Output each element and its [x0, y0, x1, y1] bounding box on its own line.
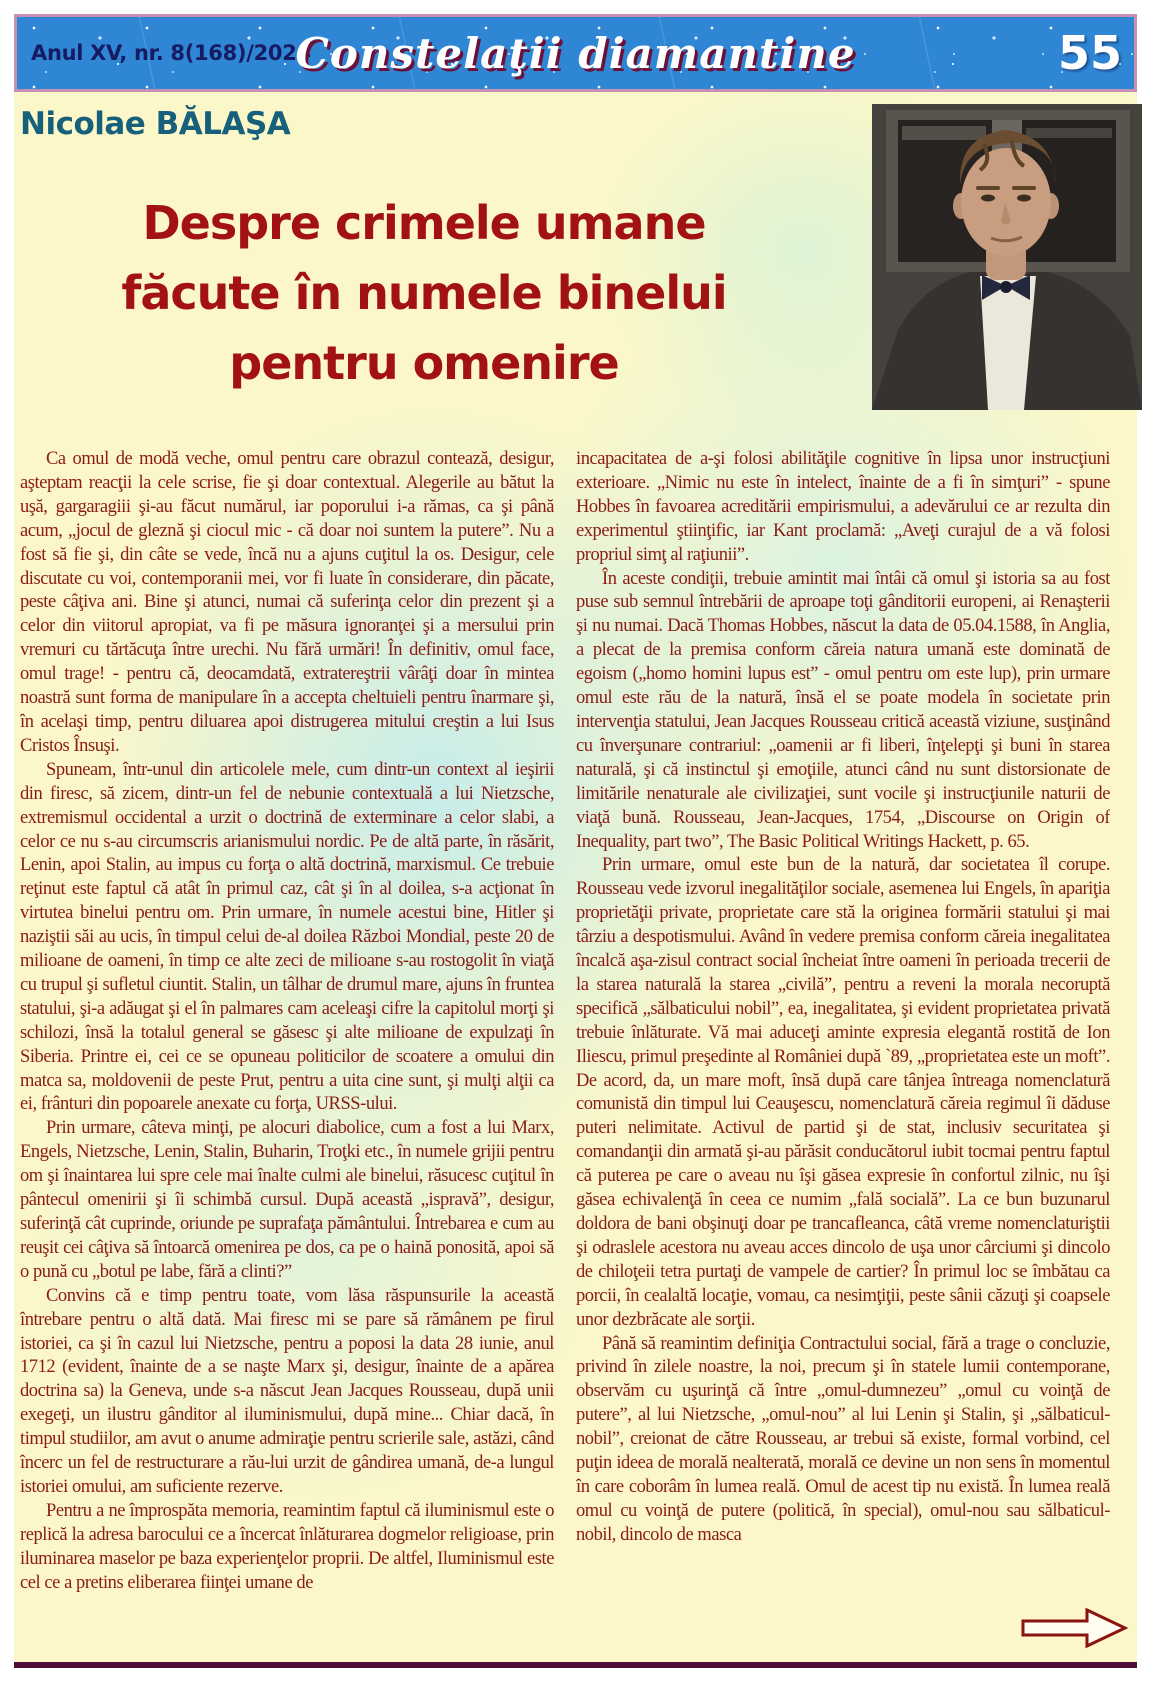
- column-left: [20, 448, 554, 1643]
- header-banner: [14, 14, 1137, 92]
- author-name: Nicolae BĂLAŞA: [20, 106, 291, 142]
- paragraph: Spuneam, într-unul din articolele mele, cum dintr-un context al ieşirii din firesc, să zicem, dintr-un fel de nebunie contextuală a lui Nietzsche, extremismul occidental a urzit o doctrină de exterminare a celor slabi, a celor ce nu s-au circumscris arianismului nordic. Pe de altă parte, în răsărit, Lenin, apoi Stalin, au impus cu forţa o altă doctrină, marxismul. Ce trebuie reţinut este faptul că atât în primul caz, cât şi în al doilea, s-a acţionat în virtutea binelui pentru om. Prin urmare, în numele acestui bine, Hitler şi naziştii săi au ucis, în timpul celui de-al doilea Război Mondial, peste 20 de milioane de oameni, în timp ce alte zeci de milioane s-au rostogolit în viaţă cu trupul şi sufletul ciuntit. Stalin, un tâlhar de drumul mare, ajuns în fruntea statului, şi-a adăugat şi el în palmares cam aceleaşi cifre la capitolul morţi şi schilozi, însă la totalul general se găsesc şi alte milioane de expulzaţi în Siberia. Printre ei, cei ce se opuneau politicilor de scoatere a omului din matca sa, moldovenii de peste Prut, pentru a uita cine sunt, şi mulţi alţii ca ei, frânturi din popoarele anexate cu forţa, URSS-ului.: [20, 759, 554, 1115]
- issue-label: Anul XV, nr. 8(168)/2024: [31, 41, 311, 65]
- article-title: [34, 188, 814, 398]
- paragraph: Pentru a ne împrospăta memoria, reamintim faptul că iluminismul este o replică la adresa barocului ce a încercat înlăturarea dogmelor religioase, prin iluminarea maselor pe baza experienţelor proprii. De altfel, Iluminismul este cel ce a pretins eliberarea fiinţei umane de: [20, 1500, 554, 1593]
- paragraph: Până să reamintim definiţia Contractului social, fără a trage o concluzie, privind în zilele noastre, la noi, precum şi în statele lumii contemporane, observăm cu uşurinţă că între „omul-dumnezeu” „omul cu voinţă de putere”, al lui Nietzsche, „omul-nou” al lui Lenin şi Stalin, şi „sălbaticul-nobil”, creionat de către Rousseau, ar trebui să existe, formal vorbind, cel puţin ideea de morală nealterată, morală ce devine un non sens în momentul în care coborâm în lumea reală. Omul de acest tip nu există. În lumea reală omul cu voinţă de putere (politică, în special), omul-nou sau sălbaticul-nobil, dincolo de masca: [576, 1333, 1110, 1545]
- article-title-line: făcute în numele binelui: [121, 266, 727, 320]
- author-photo: [872, 104, 1142, 410]
- page-number: 55: [1057, 26, 1122, 80]
- paragraph: Prin urmare, câteva minţi, pe alocuri diabolice, cum a fost a lui Marx, Engels, Nietzsche, Lenin, Stalin, Buharin, Troţki etc., în numele grijii pentru om şi înaintarea lui spre cele mai înalte culmi ale binelui, răsucesc cuţitul în pântecul omenirii şi îi schimbă cursul. După această „ispravă”, desigur, suferinţă cât cuprinde, oriunde pe suprafaţa pământului. Întrebarea e cum au reuşit cei câţiva să întoarcă omenirea pe dos, ca pe o haină ponosită, apoi să o pună cu „botul pe labe, fără a clinti?”: [20, 1118, 554, 1282]
- article-content: [14, 92, 1137, 1668]
- article-title-line: Despre crimele umane: [142, 196, 706, 250]
- article-title-line: pentru omenire: [229, 336, 619, 390]
- paragraph: incapacitatea de a-şi folosi abilităţile cognitive în lipsa unor instrucţiuni exterioare. „Nimic nu este în intelect, înainte de a fi în simţuri” - spune Hobbes în favoarea acreditării empirismului, a adevărului ce ar rezulta din experimentul ştiinţific, iar Kant proclamă: „Aveţi curajul de a vă folosi propriul simţ al raţiunii”.: [576, 449, 1110, 565]
- next-page-arrow-icon: [1019, 1606, 1129, 1650]
- paragraph: Convins că e timp pentru toate, vom lăsa răspunsurile la această întrebare pentru o altă dată. Mai firesc mi se pare să rămânem pe firul istoriei, ca şi în cazul lui Nietzsche, pentru a poposi la data 28 iunie, anul 1712 (evident, înainte de a se naşte Marx şi, desigur, înainte de a apărea doctrina sa) la Geneva, unde s-a născut Jean Jacques Rousseau, după unii exegeţi, un ilustru gânditor al iluminismului, după mine... Chiar dacă, în timpul studiilor, am avut o anume admiraţie pentru scrierile sale, astăzi, când încerc un fel de restructurare a rău-lui urzit de gândirea umană, de-a lungul istoriei omului, am suficiente rezerve.: [20, 1285, 554, 1497]
- column-right: [576, 448, 1110, 1643]
- magazine-title: Constelaţii diamantine: [295, 28, 856, 78]
- paragraph: Ca omul de modă veche, omul pentru care obrazul contează, desigur, aşteptam reacţii la cele scrise, fie şi doar contextual. Alegerile au bătut la uşă, gargaragiii şi-au făcut numărul, iar poporului i-a rămas, ca şi până acum, „jocul de gleznă şi ciocul mic - că doar noi suntem la putere”. Nu a fost să fie şi, din câte se vede, încă nu a ajuns cuţitul la os. Desigur, cele discutate cu voi, contemporanii mei, vor fi luate în considerare, din păcate, peste câţiva ani. Bine şi atunci, numai că suferinţa celor din prezent şi a celor din viitorul apropiat, va fi pe măsura ignoranţei şi a mersului prin vremuri cu tărtăcuţa între urechi. Nu fără urmări! În definitiv, omul face, omul trage! - pentru că, deocamdată, extratereştrii vârâţi doar în mintea noastră sunt forma de manipulare în a accepta cheltuieli pentru înarmare şi, în acelaşi timp, pentru diluarea apoi distrugerea mitului creştin a lui Isus Cristos Însuşi.: [20, 449, 554, 756]
- paragraph: În aceste condiţii, trebuie amintit mai întâi că omul şi istoria sa au fost puse sub semnul întrebării de aproape toţi gânditorii europeni, ai Renaşterii şi nu numai. Dacă Thomas Hobbes, născut la data de 05.04.1588, în Anglia, a plecat de la premisa conform căreia natura umană este dominată de egoism („homo homini lupus est” - omul pentru om este lup), prin urmare omul este rău de la natură, însă el se poate modela în societate prin intervenţia statului, Jean Jacques Rousseau critică această viziune, susţinând cu înverşunare contrariul: „oamenii ar fi liberi, înţelepţi şi buni în starea naturală, şi că instinctul şi emoţiile, atunci când nu sunt distorsionate de limitările nenaturale ale civilizaţiei, sunt vocile şi instrucţiunile naturii de viaţă bună. Rousseau, Jean-Jacques, 1754, „Discourse on Origin of Inequality, part two”, The Basic Political Writings Hackett, p. 65.: [576, 568, 1110, 852]
- paragraph: Prin urmare, omul este bun de la natură, dar societatea îl corupe. Rousseau vede izvorul inegalităţilor sociale, asemenea lui Engels, în apariţia proprietăţii private, proprietate care stă la originea formării statului şi mai târziu a despotismului. Având în vedere premisa conform căreia inegalitatea încalcă aşa-zisul contract social încheiat între oameni în perioada trecerii de la starea naturală la starea „civilă”, pentru a reveni la morala necoruptă specifică „sălbaticului nobil”, ea, inegalitatea, şi evident proprietatea privată trebuie înlăturate. Vă mai aduceţi aminte expresia elegantă rostită de Ion Iliescu, primul preşedinte al României după `89, „proprietatea este un moft”. De acord, da, un mare moft, însă după care tânjea întreaga nomenclatură comunistă din timpul lui Ceauşescu, nomenclatură căreia regimul îi dăduse puteri nelimitate. Activul de partid şi de stat, inclusiv securitatea şi comandanţii din armată şi-au părăsit conducătorul iubit tocmai pentru faptul că puterea pe care o aveau nu îşi găsea expresie în confortul zilnic, nu îşi găsea echivalenţă în ceea ce numim „fală socială”. La ce bun buzunarul doldora de bani obşinuţi doar pe trancafleanca, câtă vreme nomenclaturiştii şi odraslele acestora nu aveau acces dincolo de uşa unor cârciumi şi dincolo de chiloţeii tetra purtaţi de vampele de cartier? În primul loc se îmbătau ca porcii, în cealaltă locaţie, vomau, ca nesimţiţii, peste sânii căzuţi şi coapsele unor dezbrăcate ale sorţii.: [576, 855, 1110, 1330]
